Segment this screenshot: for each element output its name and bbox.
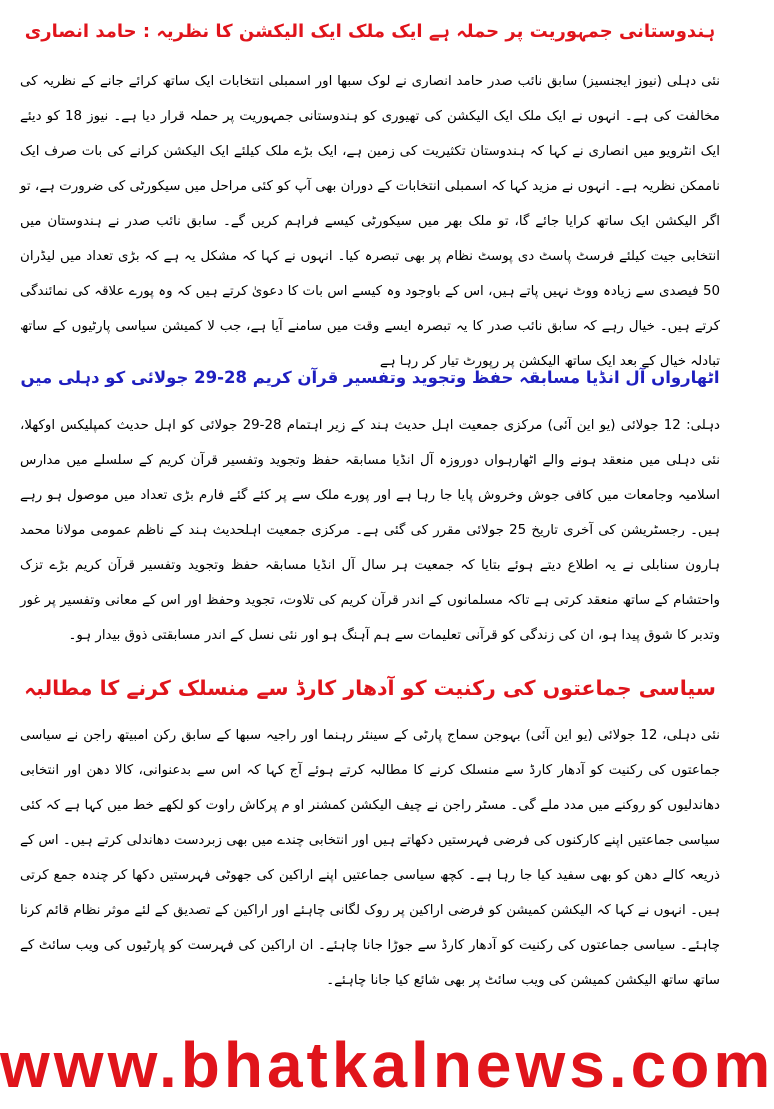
article-body-1: نئی دہلی (نیوز ایجنسیز) سابق نائب صدر حامد انصاری نے لوک سبھا اور اسمبلی انتخابات ایک ساتھ کرائے جانے کے نظریہ کی مخالفت کی ہے۔ انہوں نے ایک ملک ایک الیکشن کی تھیوری کو ہندوستانی جمہوریت پر حملہ قرار دیا ہے۔ نیوز 18 کو دیئے ایک انٹرویو میں انصاری نے کہا کہ ہندوستان تکثیریت کی زمین ہے، ایک بڑے ملک کیلئے ایک الیکشن کرانے کی بات صرف ایک ناممکن نظریہ ہے۔ انہوں نے مزید کہا کہ اسمبلی انتخابات کے دوران بھی آپ کو کئی مراحل میں سیکورٹی کی ضرورت ہے، تو اگر الیکشن ایک ساتھ کرایا جائے گا، تو ملک بھر میں سیکورٹی کیسے فراہم کریں گے۔ سابق نائب صدر نے ہندوستان میں انتخابی جیت کیلئے فرسٹ پاسٹ دی پوسٹ نظام پر بھی تبصرہ کیا۔ انہوں نے کہا کہ مشکل یہ ہے کہ بڑی تعداد میں لیڈران 50 فیصدی سے زیادہ ووٹ نہیں پاتے ہیں، اس کے باوجود وہ کیسے اس بات کا دعویٰ کرتے ہیں کہ وہ پورے علاقہ کی نمائندگی کرتے ہیں۔ خیال رہے کہ سابق نائب صدر کا یہ تبصرہ ایسے وقت میں سامنے آیا ہے، جب لا کمیشن سیاسی پارٹیوں کے ساتھ تبادلہ خیال کے بعد ایک ساتھ الیکشن پر رپورٹ تیار کر رہا ہے (19, 74, 720, 369)
headline-2: اٹھارواں آل انڈیا مسابقہ حفظ وتجوید وتفسیر قرآن کریم 28-29 جولائی کو دہلی میں (20, 368, 720, 387)
article-body-2: دہلی: 12 جولائی (یو این آئی) مرکزی جمعیت اہل حدیث ہند کے زیر اہتمام 28-29 جولائی کو اہل حدیث کمپلیکس اوکھلا، نئی دہلی میں منعقد ہونے والے اٹھارہواں دوروزہ آل انڈیا مسابقہ حفظ وتجوید وتفسیر قرآن کریم کے سلسلے میں مدارس اسلامیہ وجامعات میں کافی جوش وخروش پایا جا رہا ہے اور پورے ملک سے پر کئے گئے فارم بڑی تعداد میں موصول ہو رہے ہیں۔ رجسٹریشن کی آخری تاریخ 25 جولائی مقرر کی گئی ہے۔ مرکزی جمعیت اہلحدیث ہند کے ناظم عمومی مولانا محمد ہارون سنابلی نے یہ اطلاع دیتے ہوئے بتایا کہ جمعیت ہر سال آل انڈیا مسابقہ حفظ وتجوید وتفسیر قرآن کریم بڑے تزک واحتشام کے ساتھ منعقد کرتی ہے تاکہ مسلمانوں کے اندر قرآن کریم کی تلاوت، تجوید وحفظ اور اس کے معانی وتفسیر پر غور وتدبر کا شوق پیدا ہو، ان کی زندگی کو قرآنی تعلیمات سے ہم آہنگ ہو اور نئی نسل کے اندر مسابقتی ذوق بیدار ہو۔ (20, 418, 721, 643)
article-body-3: نئی دہلی، 12 جولائی (یو این آئی) بہوجن سماج پارٹی کے سینئر رہنما اور راجیہ سبھا کے سابق رکن امبیتھ راجن نے سیاسی جماعتوں کی رکنیت کو آدھار کارڈ سے منسلک کرنے کا مطالبہ کرتے ہوئے آج کہا کہ اس سے بدعنوانی، کالا دھن اور انتخابی دھاندلیوں کو روکنے میں مدد ملے گی۔ مسٹر راجن نے چیف الیکشن کمشنر او م پرکاش راوت کو لکھے خط میں کہا ہے کہ کئی سیاسی جماعتیں اپنے کارکنوں کی فرضی فہرستیں دکھاتے ہیں اور انتخابی چندے میں بھی زبردست دھاندلی کرتے ہیں۔ اس کے ذریعہ کالے دھن کو بھی سفید کیا جا رہا ہے۔ کچھ سیاسی جماعتیں اپنے اراکین کی جھوٹی فہرستیں دکھا کر چندہ جمع کرتی ہیں۔ انہوں نے کہا کہ الیکشن کمیشن کو فرضی اراکین پر روک لگانی چاہئے اور اراکین کے تصدیق کے لئے موثر نظام قائم کرنا چاہئے۔ سیاسی جماعتوں کی رکنیت کو آدھار کارڈ سے جوڑا جانا چاہئے۔ ان اراکین کی فہرست کو پارٹیوں کی ویب سائٹ کے ساتھ ساتھ الیکشن کمیشن کی ویب سائٹ پر بھی شائع کیا جانا چاہئے۔ (20, 728, 720, 988)
headline-1: ہندوستانی جمہوریت پر حملہ ہے ایک ملک ایک الیکشن کا نظریہ : حامد انصاری (24, 21, 716, 42)
footer-website-url[interactable]: www.bhatkalnews.com (0, 1029, 774, 1101)
headline-3: سیاسی جماعتوں کی رکنیت کو آدھار کارڈ سے منسلک کرنے کا مطالبہ (24, 676, 716, 700)
